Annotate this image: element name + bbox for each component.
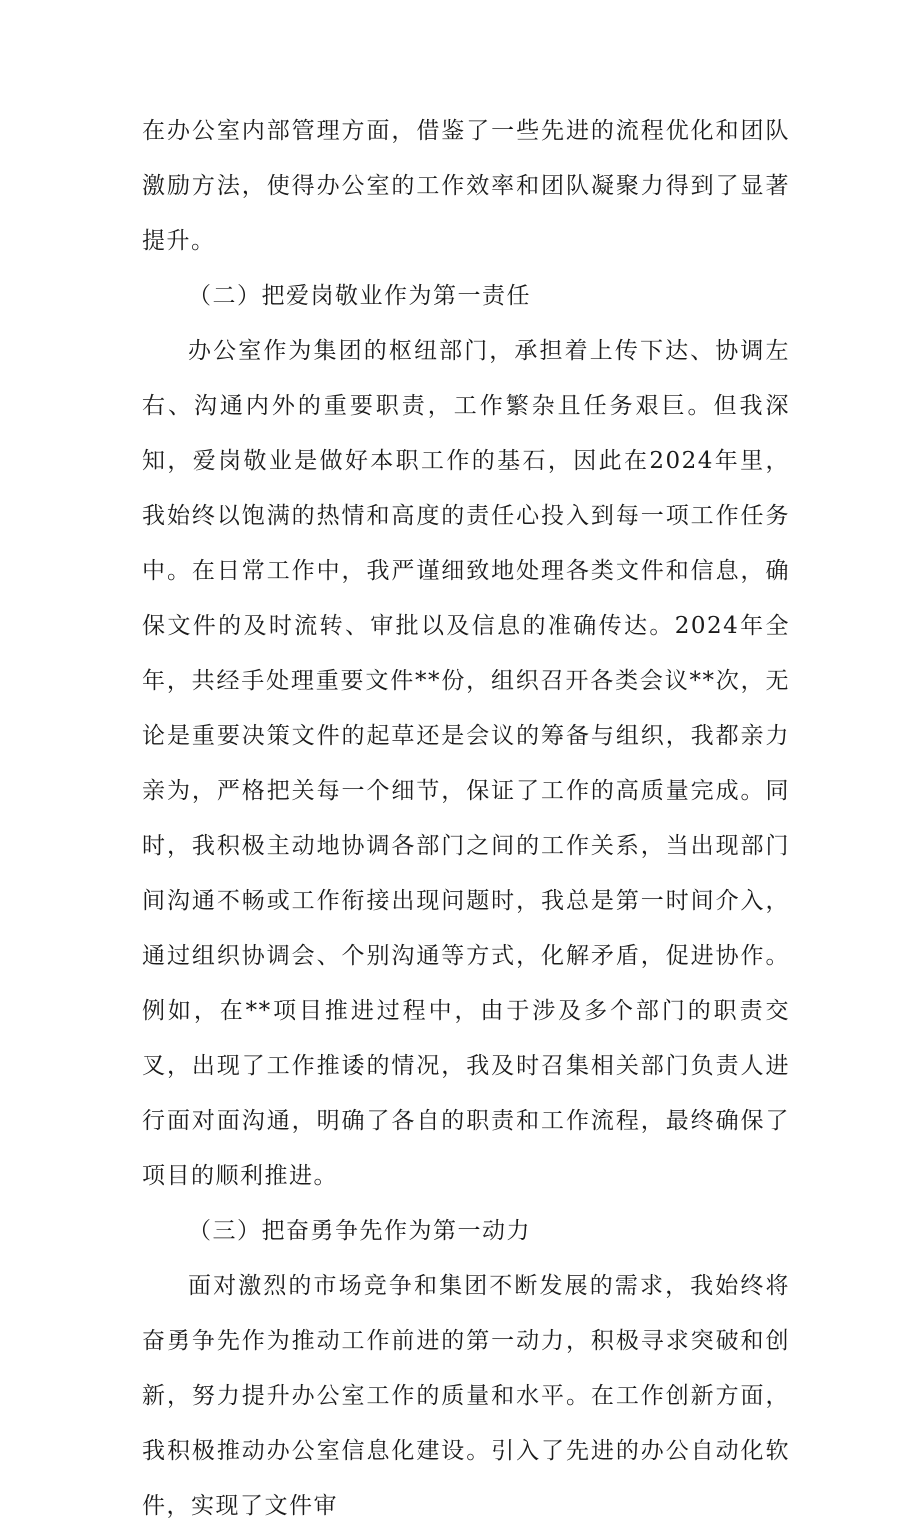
section-heading-dedication: （二）把爱岗敬业作为第一责任 (188, 283, 531, 309)
document-body (142, 104, 790, 1534)
paragraph-striving: 面对激烈的市场竞争和集团不断发展的需求，我始终将奋勇争先作为推动工作前进的第一动力，积极寻求突破和创新，努力提升办公室工作的质量和水平。在工作创新方面，我积极推动办公室信息化建设。引入了先进的办公自动化软件，实现了文件审 (142, 1273, 790, 1519)
paragraph-dedication: 办公室作为集团的枢纽部门，承担着上传下达、协调左右、沟通内外的重要职责，工作繁杂且任务艰巨。但我深知，爱岗敬业是做好本职工作的基石，因此在2024年里，我始终以饱满的热情和高度的责任心投入到每一项工作任务中。在日常工作中，我严谨细致地处理各类文件和信息，确保文件的及时流转、审批以及信息的准确传达。2024年全年，共经手处理重要文件**份，组织召开各类会议**次，无论是重要决策文件的起草还是会议的筹备与组织，我都亲力亲为，严格把关每一个细节，保证了工作的高质量完成。同时，我积极主动地协调各部门之间的工作关系，当出现部门间沟通不畅或工作衔接出现问题时，我总是第一时间介入，通过组织协调会、个别沟通等方式，化解矛盾，促进协作。例如，在**项目推进过程中，由于涉及多个部门的职责交叉，出现了工作推诿的情况，我及时召集相关部门负责人进行面对面沟通，明确了各自的职责和工作流程，最终确保了项目的顺利推进。 (142, 338, 790, 1189)
paragraph-office-management: 在办公室内部管理方面，借鉴了一些先进的流程优化和团队激励方法，使得办公室的工作效率和团队凝聚力得到了显著提升。 (142, 118, 790, 254)
section-heading-striving: （三）把奋勇争先作为第一动力 (188, 1218, 531, 1244)
